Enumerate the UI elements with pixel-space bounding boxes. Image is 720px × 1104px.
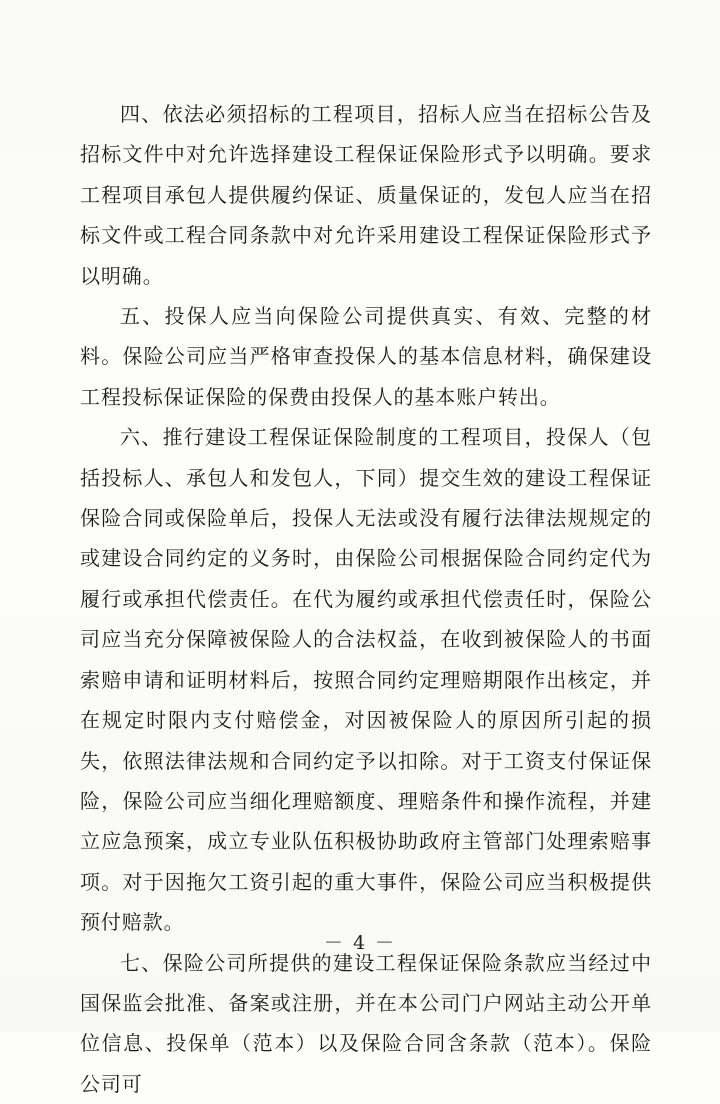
page-number: － 4 － [323, 932, 397, 954]
paragraph-5: 五、投保人应当向保险公司提供真实、有效、完整的材料。保险公司应当严格审查投保人的基本信息材料，确保建设工程投标保证保险的保费由投保人的基本账户转出。 [80, 304, 652, 409]
paragraph-7: 七、保险公司所提供的建设工程保证保险条款应当经过中国保监会批准、备案或注册，并在本公司门户网站主动公开单位信息、投保单（范本）以及保险合同含条款（范本）。保险公司可 [80, 950, 652, 1096]
paragraph-4: 四、依法必须招标的工程项目，招标人应当在招标公告及招标文件中对允许选择建设工程保证保险形式予以明确。要求工程项目承包人提供履约保证、质量保证的，发包人应当在招标文件或工程合同条款中对允许采用建设工程保证保险形式予以明确。 [80, 102, 652, 288]
paragraph-6: 六、推行建设工程保证保险制度的工程项目，投保人（包括投标人、承包人和发包人，下同）提交生效的建设工程保证保险合同或保险单后，投保人无法或没有履行法律法规规定的或建设合同约定的义务时，由保险公司根据保险合同约定代为履行或承担代偿责任。在代为履约或承担代偿责任时，保险公司应当充分保障被保险人的合法权益，在收到被保险人的书面索赔申请和证明材料后，按照合同约定理赔期限作出核定，并在规定时限内支付赔偿金，对因被保险人的原因所引起的损失，依照法律法规和合同约定予以扣除。对于工资支付保证保险，保险公司应当细化理赔额度、理赔条件和操作流程，并建立应急预案，成立专业队伍积极协助政府主管部门处理索赔事项。对于因拖欠工资引起的重大事件，保险公司应当积极提供预付赔款。 [80, 425, 652, 935]
